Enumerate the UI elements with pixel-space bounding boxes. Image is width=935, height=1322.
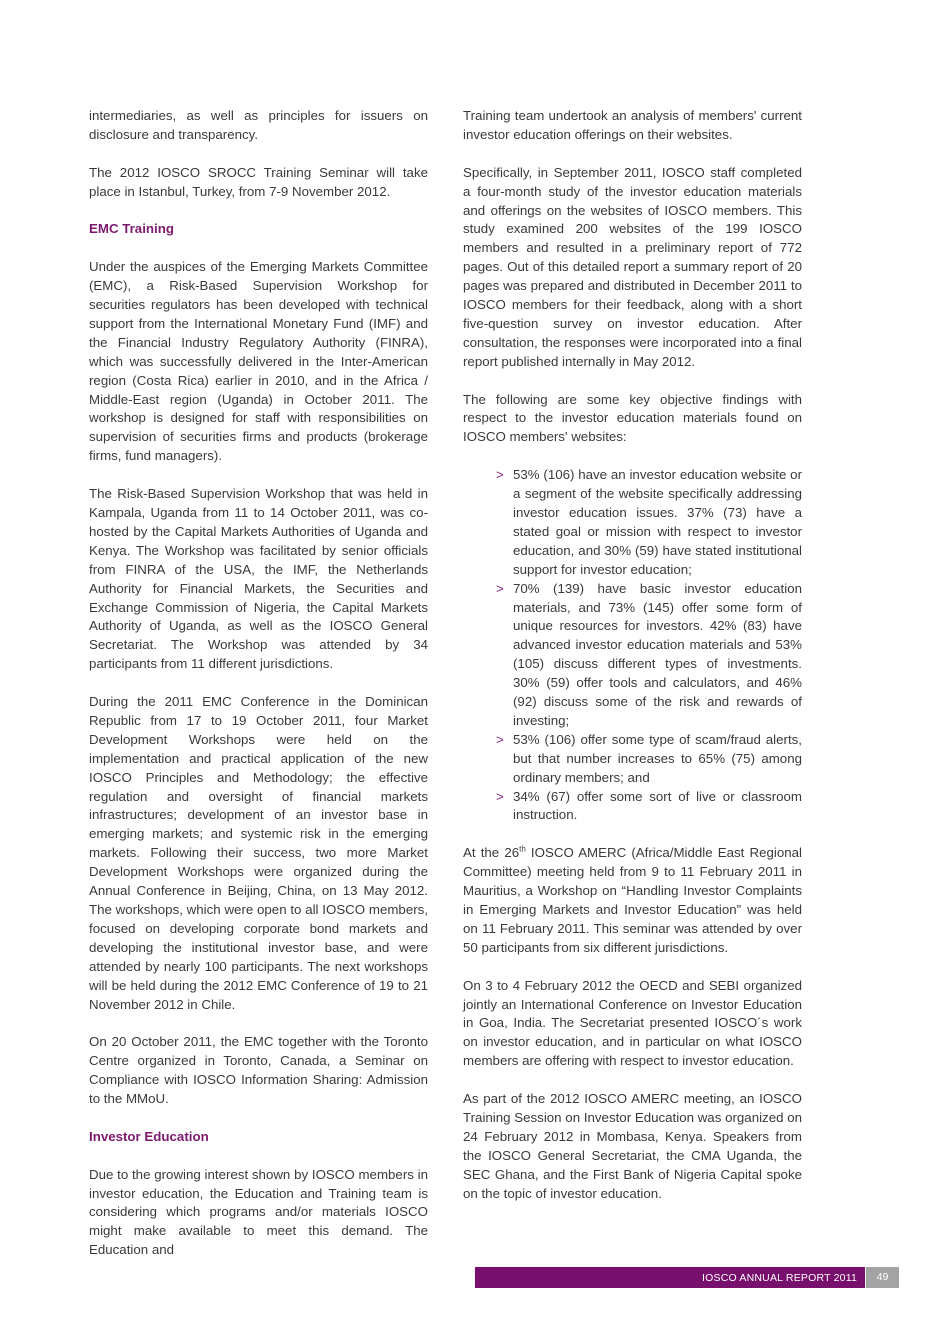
paragraph: Specifically, in September 2011, IOSCO staff completed a four-month study of the investor education materials and offerings on the websites of IOSCO members. This study examined 200 websites of the 199 IOSCO members and resulted in a preliminary report of 772 pages. Out of this detailed report a summary report of 20 pages was prepared and distributed in December 2011 to IOSCO members for their feedback, along with a short five-question survey on investor education. After consultation, the responses were incorporated into a final report published internally in May 2012. [463,164,802,369]
list-item [463,731,802,788]
paragraph: Training team undertook an analysis of members' current investor education offerings on their websites. [463,108,802,142]
chevron-right-icon: > [496,788,504,804]
paragraph-text: At the 26 [463,845,520,861]
paragraph: On 20 October 2011, the EMC together with the Toronto Centre organized in Toronto, Canada, a Seminar on Compliance with IOSCO Information Sharing: Admission to the MMoU. [89,1034,428,1107]
list-item-text: 53% (106) offer some type of scam/fraud alerts, but that number increases to 65% (75) among ordinary members; and [513,731,802,785]
paragraph: As part of the 2012 IOSCO AMERC meeting, an IOSCO Training Session on Investor Education was organized on 24 February 2012 in Mombasa, Kenya. Speakers from the IOSCO General Secretariat, the CMA Uganda, the SEC Ghana, and the First Bank of Nigeria Capital spoke on the topic of investor education. [463,1091,802,1201]
section-heading-investor-education: Investor Education [89,1128,209,1144]
paragraph [463,844,802,957]
paragraph: The Risk-Based Supervision Workshop that was held in Kampala, Uganda from 11 to 14 October 2011, was co-hosted by the Capital Markets Authorities of Uganda and Kenya. The Workshop was facilitated by senior officials from FINRA of the USA, the IMF, the Netherlands Authority for Financial Markets, the Securities and Exchange Commission of Nigeria, the Capital Markets Authority of Uganda, as well as the IOSCO General Secretariat. The Workshop was attended by 34 participants from 11 different jurisdictions. [89,486,428,672]
paragraph: intermediaries, as well as principles for issuers on disclosure and transparency. [89,108,428,142]
list-item-text: 34% (67) offer some sort of live or classroom instruction. [513,788,802,823]
paragraph: The following are some key objective findings with respect to the investor education materials found on IOSCO members' websites: [463,391,802,445]
right-column [463,107,802,1222]
page-number: 49 [866,1267,899,1288]
report-title: IOSCO ANNUAL REPORT 2011 [702,1272,857,1284]
paragraph: On 3 to 4 February 2012 the OECD and SEBI organized jointly an International Conference on Investor Education in Goa, India. The Secretariat presented IOSCO´s work on investor education, and in particular on what IOSCO members are offering with respect to investor education. [463,977,802,1069]
paragraph: During the 2011 EMC Conference in the Dominican Republic from 17 to 19 October 2011, four Market Development Workshops were held on the implementation and practical application of the new IOSCO Principles and Methodology; the effective regulation and oversight of financial markets infrastructures; development of an investor base in emerging markets; and systemic risk in the emerging markets. Following their success, two more Market Development Workshops were organized during the Annual Conference in Beijing, China, on 13 May 2012. The workshops, which were open to all IOSCO members, focused on developing corporate bond markets and developing the institutional investor base, and were attended by nearly 100 participants. The next workshops will be held during the 2012 EMC Conference of 19 to 21 November 2012 in Chile. [89,694,428,1012]
list-item-text: 70% (139) have basic investor education materials, and 73% (145) offer some form of unique resources for investors. 42% (83) have advanced investor education materials and 53% (105) discuss different types of investments. 30% (59) offer tools and calculators, and 46% (92) discuss some of the risk and rewards of investing; [513,580,802,728]
chevron-right-icon: > [496,467,504,483]
ordinal-suffix: th [519,844,526,854]
paragraph-text: IOSCO AMERC (Africa/Middle East Regional Committee) meeting held from 9 to 11 February 2011 in Mauritius, a Workshop on “Handling Investor Complaints in Emerging Markets and Investor Education” was held on 11 February 2011. This seminar was attended by over 50 participants from six different jurisdictions. [463,845,803,955]
list-item [463,788,802,826]
chevron-right-icon: > [496,580,504,596]
left-column [89,107,428,1279]
findings-list [463,466,802,825]
paragraph: Due to the growing interest shown by IOSCO members in investor education, the Education and Training team is considering which programs and/or materials IOSCO might make available to meet this demand. The Education and [89,1166,428,1258]
paragraph: Under the auspices of the Emerging Markets Committee (EMC), a Risk-Based Supervision Workshop for securities regulators has been developed with technical support from the International Monetary Fund (IMF) and the Financial Industry Regulatory Authority (FINRA), which was successfully delivered in the Inter-American region (Costa Rica) earlier in 2010, and in the Africa / Middle-East region (Uganda) in October 2011. The workshop is designed for staff with responsibilities on supervision of securities firms and products (brokerage firms, fund managers). [89,259,428,464]
paragraph: The 2012 IOSCO SROCC Training Seminar will take place in Istanbul, Turkey, from 7-9 November 2012. [89,164,428,199]
chevron-right-icon: > [496,731,504,747]
section-heading-emc-training: EMC Training [89,221,174,237]
footer-bar [475,1267,865,1288]
list-item [463,466,802,579]
list-item [463,580,802,731]
list-item-text: 53% (106) have an investor education website or a segment of the website specifically addressing investor education issues. 37% (73) have a stated goal or mission with respect to investor education, and 30% (59) have stated institutional support for investor education; [513,467,802,577]
